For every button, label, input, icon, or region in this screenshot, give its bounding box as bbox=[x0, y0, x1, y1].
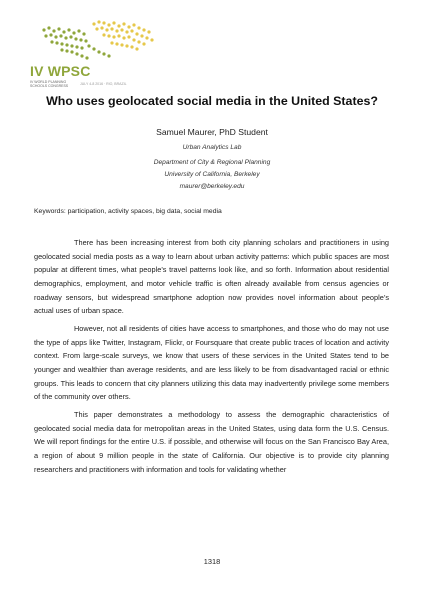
logo-subtitle bbox=[30, 80, 70, 88]
world-map-dots-icon bbox=[34, 16, 164, 64]
logo-location: JULY 4-8 2016 · RIO, BRAZIL bbox=[80, 82, 127, 86]
logo-subtitle-line1: IV WORLD PLANNING bbox=[30, 80, 67, 84]
logo-title: IV WPSC bbox=[30, 63, 91, 79]
logo-subtitle-line2: SCHOOLS CONGRESS bbox=[30, 84, 69, 88]
paragraph: There has been increasing interest from both city planning scholars and practitioners in using geolocated social media posts as a way to learn about urban activity patterns: which public spaces are most popular at different times, what people’s travel patterns look like, and so forth. Information about residential demographics, employment, and motor vehicle traffic is often already available from census agencies or roadway sensors, but widespread smartphone adoption now provides novel information about people’s actual uses of urban space. bbox=[34, 238, 389, 316]
author-name: Samuel Maurer, PhD Student bbox=[156, 127, 268, 137]
page-number: 1318 bbox=[203, 557, 221, 566]
author-email: maurer@berkeley.edu bbox=[179, 183, 245, 190]
paragraph: This paper demonstrates a methodology to assess the demographic characteristics of geolocated social media data for metropolitan areas in the United States, using data form the U.S. Census. We will report findings for the entire U.S. if possible, and otherwise will focus on the San Francisco Bay Area, a region of about 9 million people in the state of California. Our objective is to provide city planning researchers and practitioners with information and tools for validating whether bbox=[34, 409, 389, 474]
affiliation-department: Department of City & Regional Planning bbox=[153, 159, 271, 166]
affiliation-lab: Urban Analytics Lab bbox=[182, 144, 242, 151]
paragraph: However, not all residents of cities have access to smartphones, and those who do may not use the type of apps like Twitter, Instagram, Flickr, or Foursquare that create public traces of location and activity context. From large-scale surveys, we know that users of these services in the United States tend to be younger and wealthier than average residents, and are less likely to be from disadvantaged racial or ethnic groups. This leads to concern that city planners utilizing this data may inadvertently privilege some members of the community over others. bbox=[34, 323, 389, 402]
body-text bbox=[34, 236, 389, 480]
affiliation-university: University of California, Berkeley bbox=[164, 171, 260, 178]
keywords: Keywords: participation, activity spaces, big data, social media bbox=[34, 208, 222, 215]
paper-title: Who uses geolocated social media in the United States? bbox=[46, 94, 378, 108]
conference-logo bbox=[30, 16, 170, 88]
